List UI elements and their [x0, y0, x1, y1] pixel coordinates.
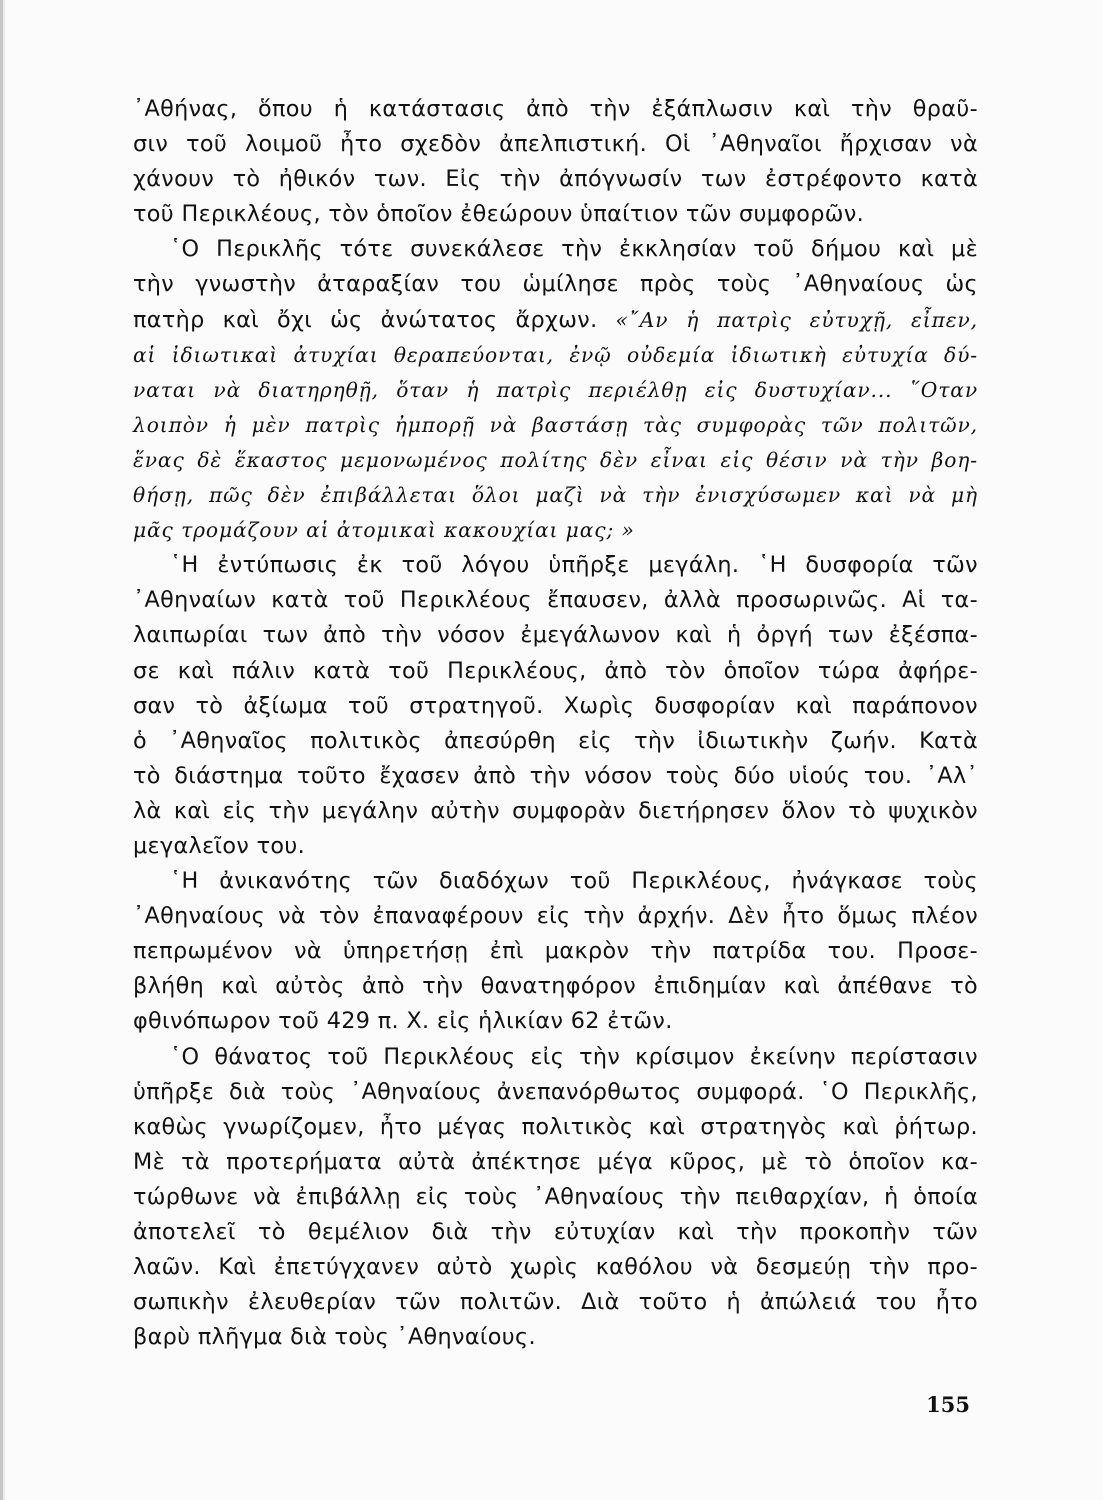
text-line: ῾Η ἀνικανότης τῶν διαδόχων τοῦ Περικλέους, ἠνάγκασε τοὺς — [170, 868, 978, 895]
text-line: βαρὺ πλῆγμα διὰ τοὺς ᾿Αθηναίους. — [133, 1324, 536, 1351]
text-line: πεπρωμένον νὰ ὑπηρετήσῃ ἐπὶ μακρὸν τὴν πατρίδα του. Προσε- — [133, 938, 978, 965]
text-line: τοῦ Περικλέους, τὸν ὁποῖον ἐθεώρουν ὑπαίτιον τῶν συμφορῶν. — [133, 201, 865, 228]
text-line: ῾Ο θάνατος τοῦ Περικλέους εἰς τὴν κρίσιμον ἐκείνην περίστασιν — [170, 1043, 978, 1070]
quote-line: αἱ ἰδιωτικαὶ ἀτυχίαι θεραπεύονται, ἐνῷ οὐδεμία ἰδιωτικὴ εὐτυχία δύ- — [133, 342, 978, 367]
quote-line: θήσῃ, πῶς δὲν ἐπιβάλλεται ὅλοι μαζὶ νὰ τὴν ἐνισχύσωμεν καὶ νὰ μὴ — [133, 483, 978, 508]
text-line: λαῶν. Καὶ ἐπετύγχανεν αὐτὸ χωρὶς καθόλου νὰ δεσμεύῃ τὴν προ- — [133, 1254, 978, 1281]
text-line: βλήθη καὶ αὐτὸς ἀπὸ τὴν θανατηφόρον ἐπιδημίαν καὶ ἀπέθανε τὸ — [133, 973, 978, 1000]
text-line: λὰ καὶ εἰς τὴν μεγάλην αὐτὴν συμφορὰν διετήρησεν ὅλον τὸ ψυχικὸν — [133, 797, 978, 824]
text-line: ᾿Αθηναίους νὰ τὸν ἐπαναφέρουν εἰς τὴν ἀρχήν. Δὲν ἦτο ὅμως πλέον — [133, 903, 978, 930]
text-line: ᾿Αθήνας, ὅπου ἡ κατάστασις ἀπὸ τὴν ἐξάπλωσιν καὶ τὴν θραῦ- — [133, 96, 978, 122]
text-line: τώρθωνε νὰ ἐπιβάλλῃ εἰς τοὺς ᾿Αθηναίους τὴν πειθαρχίαν, ἡ ὁποία — [133, 1183, 978, 1210]
text-line: σιν τοῦ λοιμοῦ ἦτο σχεδὸν ἀπελπιστική. Οἱ ᾿Αθηναῖοι ἤρχισαν νὰ — [133, 131, 978, 158]
text-line: σαν τὸ ἀξίωμα τοῦ στρατηγοῦ. Χωρὶς δυσφορίαν καὶ παράπονον — [133, 692, 978, 719]
text-line: ὁ ᾿Αθηναῖος πολιτικὸς ἀπεσύρθη εἰς τὴν ἰδιωτικὴν ζωήν. Κατὰ — [133, 727, 978, 754]
text-line: φθινόπωρον τοῦ 429 π. Χ. εἰς ἡλικίαν 62 ἐτῶν. — [133, 1008, 673, 1035]
text-line: ὑπῆρξε διὰ τοὺς ᾿Αθηναίους ἀνεπανόρθωτος συμφορά. ῾Ο Περικλῆς, — [133, 1078, 978, 1105]
text-line: σωπικὴν ἐλευθερίαν τῶν πολιτῶν. Διὰ τοῦτο ἡ ἀπώλειά του ἦτο — [133, 1289, 978, 1316]
quote-line: ἕνας δὲ ἕκαστος μεμονωμένος πολίτης δὲν εἶναι εἰς θέσιν νὰ τὴν βοη- — [133, 447, 978, 472]
body-text — [133, 92, 978, 1355]
text-line: καθὼς γνωρίζομεν, ἦτο μέγας πολιτικὸς καὶ στρατηγὸς καὶ ῥήτωρ. — [133, 1113, 978, 1140]
text-line-mixed — [133, 303, 978, 338]
text-line: χάνουν τὸ ἠθικόν των. Εἰς τὴν ἀπόγνωσίν των ἐστρέφοντο κατὰ — [133, 166, 978, 193]
text-line: σε καὶ πάλιν κατὰ τοῦ Περικλέους, ἀπὸ τὸν ὁποῖον τώρα ἀφήρε- — [133, 657, 978, 684]
text-line: ἀποτελεῖ τὸ θεμέλιον διὰ τὴν εὐτυχίαν καὶ τὴν προκοπὴν τῶν — [133, 1219, 978, 1245]
text-line: ῾Ο Περικλῆς τότε συνεκάλεσε τὴν ἐκκλησίαν τοῦ δήμου καὶ μὲ — [170, 236, 978, 263]
text-line: λαιπωρίαι των ἀπὸ τὴν νόσον ἐμεγάλωνον καὶ ἡ ὀργή των ἐξέσπα- — [133, 622, 978, 649]
text-line: ῾Η ἐντύπωσις ἐκ τοῦ λόγου ὑπῆρξε μεγάλη. ῾Η δυσφορία τῶν — [170, 552, 978, 579]
quote-line: ναται νὰ διατηρηθῇ, ὅταν ἡ πατρὶς περιέλθῃ εἰς δυστυχίαν... ῞Οταν — [133, 377, 978, 402]
text-line: τὸ διάστημα τοῦτο ἔχασεν ἀπὸ τὴν νόσον τοὺς δύο υἱούς του. ᾿Αλ᾿ — [133, 762, 978, 789]
text-line: Μὲ τὰ προτερήματα αὐτὰ ἀπέκτησε μέγα κῦρος, μὲ τὸ ὁποῖον κα- — [133, 1148, 978, 1175]
text-line: ᾿Αθηναίων κατὰ τοῦ Περικλέους ἔπαυσεν, ἀλλὰ προσωρινῶς. Αἱ τα- — [133, 587, 978, 614]
quote-segment: «῎Αν ἡ πατρὶς εὐτυχῇ, εἶπεν, — [615, 307, 978, 332]
text-segment: πατὴρ καὶ ὄχι ὡς ἀνώτατος ἄρχων. — [133, 306, 598, 333]
page-number: 155 — [926, 1392, 970, 1417]
quote-line: λοιπὸν ἡ μὲν πατρὶς ἠμπορῇ νὰ βαστάσῃ τὰς συμφορὰς τῶν πολιτῶν, — [133, 412, 978, 437]
text-line: τὴν γνωστὴν ἀταραξίαν του ὡμίλησε πρὸς τοὺς ᾿Αθηναίους ὡς — [133, 271, 978, 298]
text-line: μεγαλεῖον του. — [133, 832, 306, 859]
quote-line: μᾶς τρομάζουν αἱ ἀτομικαὶ κακουχίαι μας; » — [133, 518, 635, 543]
